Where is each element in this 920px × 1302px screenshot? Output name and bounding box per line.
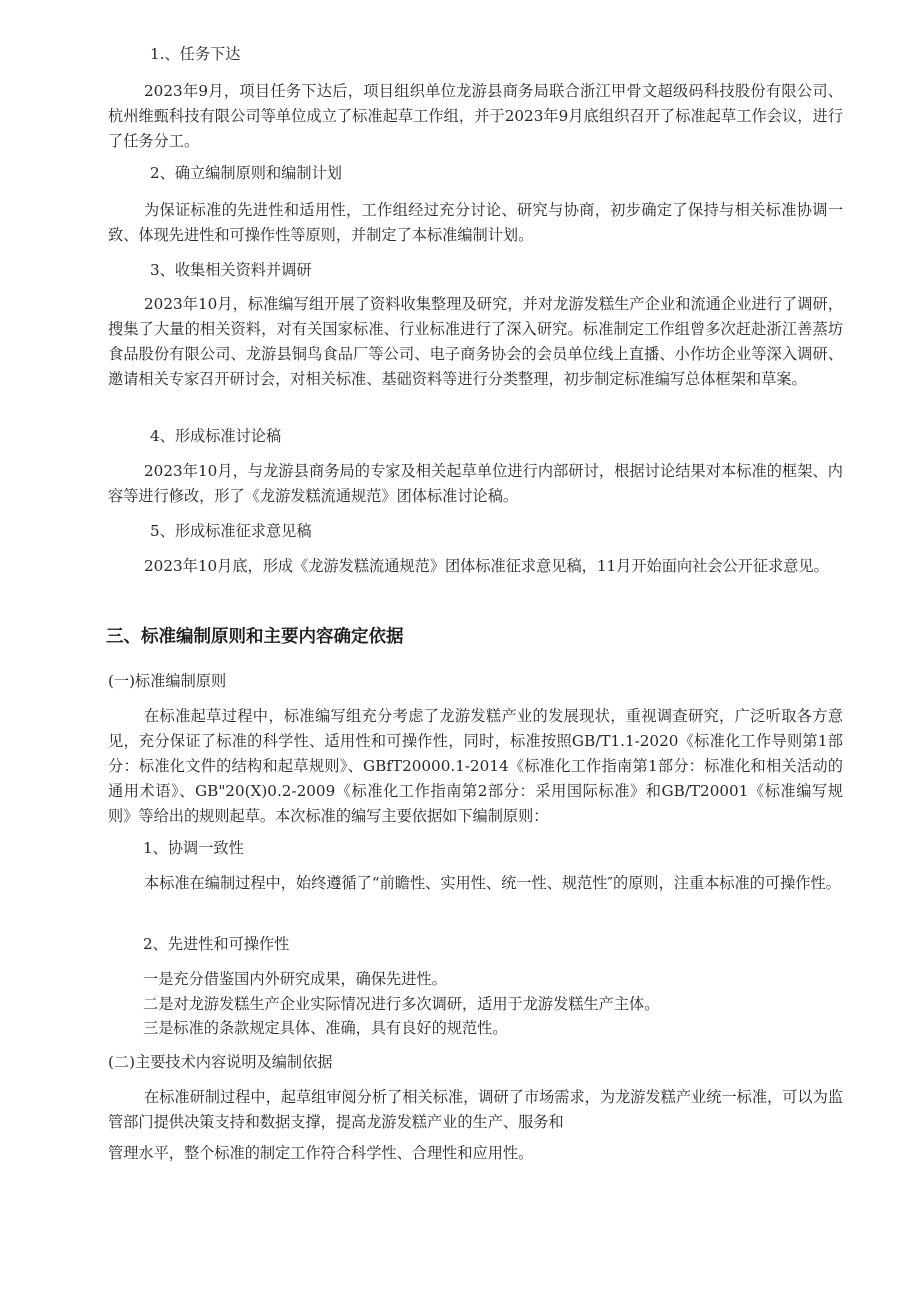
heading-collect-research: 3、收集相关资料并调研: [150, 261, 312, 279]
principle-advanced-line-1: 一是充分借鉴国内外研究成果，确保先进性。: [143, 970, 447, 988]
subsection-principles: (一)标准编制原则: [108, 672, 227, 690]
principle-advanced-line-2: 二是对龙游发糕生产企业实际情况进行多次调研，适用于龙游发糕生产主体。: [143, 995, 660, 1013]
paragraph-technical-continued: 管理水平，整个标准的制定工作符合科学性、合理性和应用性。: [108, 1144, 534, 1162]
principle-advanced-line-3: 三是标准的条款规定具体、准确，具有良好的规范性。: [143, 1019, 508, 1037]
principle-consistency-text: 本标准在编制过程中，始终遵循了“前瞻性、实用性、统一性、规范性″的原则，注重本标准的可操作性。: [144, 874, 841, 892]
principle-advanced-heading: 2、先进性和可操作性: [143, 935, 290, 953]
subsection-technical: (二)主要技术内容说明及编制依据: [108, 1053, 333, 1071]
paragraph-task-assigned: 2023年9月，项目任务下达后，项目组织单位龙游县商务局联合浙江甲骨文超级码科技股份有限公司、杭州维甄科技有限公司等单位成立了标准起草工作组，并于2023年9月底组织召开了标准起草工作会议，进行了任务分工。: [108, 82, 843, 150]
paragraph-collect-research: 2023年10月，标准编写组开展了资料收集整理及研究，并对龙游发糕生产企业和流通企业进行了调研，搜集了大量的相关资料，对有关国家标准、行业标准进行了深入研究。标准制定工作组曾多次赶赴浙江善蒸坊食品股份有限公司、龙游县铜鸟食品厂等公司、电子商务协会的会员单位线上直播、小作坊企业等深入调研、邀请相关专家召开研讨会，对相关标准、基础资料等进行分类整理，初步制定标准编写总体框架和草案。: [108, 295, 843, 388]
paragraph-principles-intro: 在标准起草过程中，标准编写组充分考虑了龙游发糕产业的发展现状，重视调查研究，广泛听取各方意见，充分保证了标准的科学性、适用性和可操作性，同时，标准按照GB/T1.1-2020《标准化工作导则第1部分：标准化文件的结构和起草规则》、GBfT20000.1-2014《标准化工作指南第1部分：标准化和相关活动的通用术语》、GB"20(X)0.2-2009《标准化工作指南第2部分：采用国际标准》和GB/T20001《标准编写规则》等给出的规则起草。本次标准的编写主要依据如下编制原则：: [108, 707, 843, 825]
paragraph-discussion-draft: 2023年10月，与龙游县商务局的专家及相关起草单位进行内部研讨，根据讨论结果对本标准的框架、内容等进行修改，形了《龙游发糕流通规范》团体标准讨论稿。: [108, 462, 843, 505]
heading-discussion-draft: 4、形成标准讨论稿: [150, 427, 282, 445]
heading-task-assigned: 1.、任务下达: [150, 45, 241, 63]
paragraph-principles-plan: 为保证标准的先进性和适用性，工作组经过充分讨论、研究与协商，初步确定了保持与相关标准协调一致、体现先进性和可操作性等原则，并制定了本标准编制计划。: [108, 201, 843, 244]
principle-consistency-heading: 1、协调一致性: [143, 839, 244, 857]
paragraph-technical: 在标准研制过程中，起草组审阅分析了相关标准，调研了市场需求，为龙游发糕产业统一标准，可以为监管部门提供决策支持和数据支撑，提高龙游发糕产业的生产、服务和: [108, 1088, 843, 1131]
heading-principles-plan: 2、确立编制原则和编制计划: [150, 164, 342, 182]
paragraph-consultation-draft: 2023年10月底，形成《龙游发糕流通规范》团体标准征求意见稿，11月开始面向社会公开征求意见。: [144, 557, 829, 575]
heading-consultation-draft: 5、形成标准征求意见稿: [150, 522, 312, 540]
section-title: 三、标准编制原则和主要内容确定依据: [106, 627, 404, 647]
